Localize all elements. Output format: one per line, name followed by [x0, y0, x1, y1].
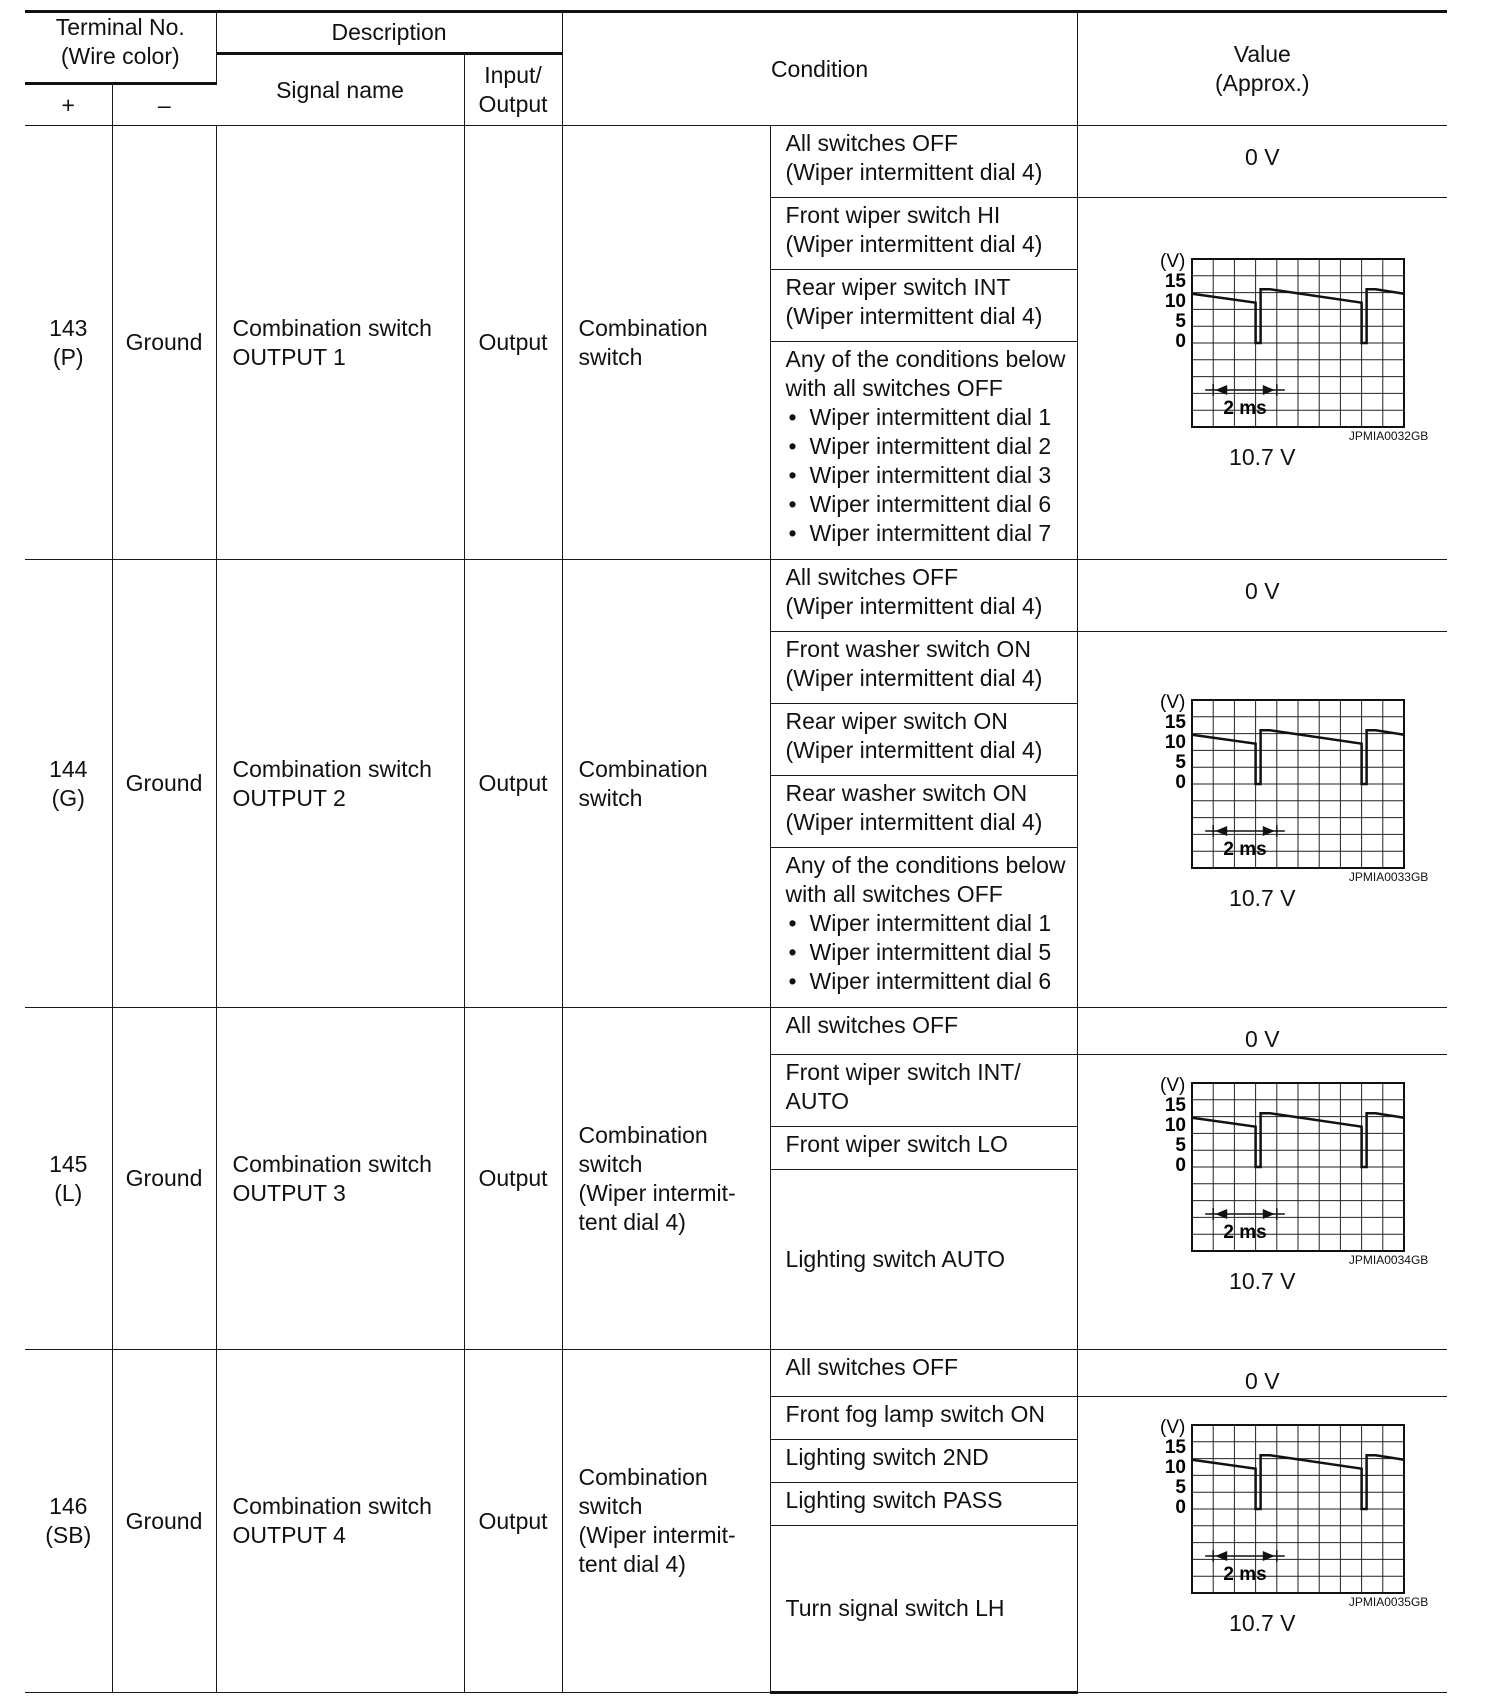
minus-terminal: Ground	[112, 1008, 216, 1350]
signal-name-line: Combination switch	[232, 755, 432, 782]
signal-name-line: Combination switch	[232, 1150, 432, 1177]
minus-terminal: Ground	[112, 560, 216, 1008]
header-value-text: Value	[1233, 41, 1291, 67]
waveform-y-tick: 0	[1175, 1497, 1187, 1518]
waveform-value-cell	[1077, 1055, 1447, 1350]
condition-cell	[770, 1127, 1077, 1170]
waveform-figure	[1092, 1055, 1432, 1296]
terminal-number: 144	[49, 755, 88, 782]
figure-code: JPMIA0034GB	[1348, 1252, 1429, 1267]
waveform-y-tick: 5	[1175, 1134, 1187, 1156]
condition-group-line: tent dial 4)	[578, 1551, 686, 1577]
condition-bullet-item: • Wiper intermittent dial 6	[786, 967, 1069, 996]
signal-name-cell	[216, 1008, 464, 1350]
header-value	[1077, 12, 1447, 126]
figure-code: JPMIA0035GB	[1348, 1595, 1429, 1609]
signal-name-cell	[216, 560, 464, 1008]
waveform-y-tick: 5	[1175, 1477, 1187, 1498]
waveform-y-tick: 15	[1165, 1094, 1187, 1116]
input-output-cell: Output	[464, 560, 562, 1008]
condition-cell	[770, 1055, 1077, 1127]
header-plus: +	[25, 84, 112, 126]
waveform-figure	[1092, 1397, 1432, 1638]
condition-line: with all switches OFF	[785, 375, 1003, 401]
condition-cell	[770, 126, 1077, 198]
oscilloscope-waveform	[1112, 690, 1412, 870]
condition-bullet-item: • Wiper intermittent dial 5	[786, 938, 1069, 967]
condition-line: (Wiper intermittent dial 4)	[785, 159, 1043, 185]
signal-name-line: OUTPUT 4	[232, 1522, 346, 1548]
waveform-y-tick: 5	[1175, 752, 1187, 773]
waveform-y-tick: 0	[1175, 331, 1187, 352]
condition-bullet-item: • Wiper intermittent dial 6	[786, 490, 1069, 519]
value-zero-cell: 0 V	[1077, 1350, 1447, 1397]
terminal-table	[25, 10, 1447, 1694]
waveform-y-tick: 5	[1175, 311, 1187, 332]
condition-line: All switches OFF	[785, 1354, 959, 1380]
condition-line: Any of the conditions below	[785, 852, 1066, 878]
header-input-text: Input/	[484, 62, 542, 88]
signal-name-line: Combination switch	[232, 1493, 432, 1519]
waveform-y-tick: 15	[1165, 1437, 1187, 1458]
condition-bullet-list	[786, 403, 1069, 548]
condition-line: Lighting switch AUTO	[785, 1245, 1005, 1272]
table-row	[25, 1008, 1447, 1055]
wire-color: (G)	[51, 784, 85, 811]
condition-cell	[770, 1350, 1077, 1397]
minus-terminal: Ground	[112, 1350, 216, 1693]
waveform-value: 10.7 V	[1229, 1610, 1296, 1636]
condition-group-line: (Wiper intermit-	[578, 1522, 736, 1548]
condition-cell	[770, 342, 1077, 560]
input-output-cell: Output	[464, 126, 562, 560]
table-row	[25, 1350, 1447, 1397]
value-zero-cell: 0 V	[1077, 1008, 1447, 1055]
condition-line: All switches OFF	[785, 1012, 959, 1038]
condition-group-line: switch	[578, 1493, 643, 1519]
terminal-number: 145	[49, 1150, 88, 1177]
condition-group-line: switch	[578, 784, 643, 811]
signal-name-line: OUTPUT 1	[232, 343, 346, 370]
condition-group-line: (Wiper intermit-	[578, 1179, 736, 1206]
condition-cell	[770, 704, 1077, 776]
header-description: Description	[216, 12, 562, 54]
condition-cell	[770, 560, 1077, 632]
wire-color: (L)	[54, 1179, 83, 1206]
signal-name-cell	[216, 1350, 464, 1693]
waveform-y-tick: 10	[1165, 291, 1187, 312]
condition-cell	[770, 1526, 1077, 1693]
waveform-y-tick: 10	[1165, 1457, 1187, 1478]
condition-line: Any of the conditions below	[785, 346, 1066, 372]
oscilloscope-waveform	[1112, 249, 1412, 429]
time-scale-label: 2 ms	[1223, 398, 1267, 420]
oscilloscope-waveform	[1112, 1415, 1412, 1595]
signal-name-line: OUTPUT 2	[232, 784, 346, 811]
condition-line: AUTO	[785, 1088, 850, 1114]
condition-line: (Wiper intermittent dial 4)	[785, 809, 1043, 835]
condition-group-line: Combination	[578, 1464, 708, 1490]
condition-cell	[770, 848, 1077, 1008]
condition-cell	[770, 1008, 1077, 1055]
condition-group-line: tent dial 4)	[578, 1208, 686, 1235]
condition-bullet-item: • Wiper intermittent dial 1	[786, 909, 1069, 938]
condition-line: (Wiper intermittent dial 4)	[785, 665, 1043, 691]
condition-line: Front fog lamp switch ON	[785, 1401, 1045, 1427]
condition-group-cell	[562, 1350, 770, 1693]
figure-code: JPMIA0032GB	[1348, 429, 1429, 443]
condition-cell	[770, 1483, 1077, 1526]
condition-bullet-item: • Wiper intermittent dial 3	[786, 461, 1069, 490]
header-wire-color-text: (Wire color)	[60, 43, 180, 69]
waveform-value-cell	[1077, 632, 1447, 1008]
condition-line: Rear wiper switch ON	[785, 708, 1008, 734]
condition-cell	[770, 270, 1077, 342]
figure-code: JPMIA0033GB	[1348, 870, 1429, 884]
condition-line: Rear wiper switch INT	[785, 274, 1011, 300]
header-input-output	[464, 54, 562, 126]
time-scale-label: 2 ms	[1223, 839, 1267, 861]
table-row	[25, 126, 1447, 198]
waveform-y-tick: 0	[1175, 772, 1187, 793]
waveform-figure	[1092, 632, 1432, 913]
header-minus: –	[112, 84, 216, 126]
condition-line: Front wiper switch HI	[785, 202, 1001, 228]
terminal-cell	[25, 1350, 112, 1693]
wire-color: (SB)	[45, 1522, 92, 1548]
condition-group-line: Combination	[578, 755, 708, 782]
value-zero-cell: 0 V	[1077, 560, 1447, 632]
waveform-unit-label: (V)	[1160, 1074, 1186, 1096]
header-terminal-no	[25, 12, 216, 84]
waveform-unit-label: (V)	[1160, 1417, 1186, 1438]
waveform-value: 10.7 V	[1229, 885, 1296, 911]
condition-bullet-item: • Wiper intermittent dial 2	[786, 432, 1069, 461]
condition-group-cell	[562, 560, 770, 1008]
condition-line: All switches OFF	[785, 130, 959, 156]
terminal-cell	[25, 560, 112, 1008]
condition-group-line: switch	[578, 343, 643, 370]
terminal-number: 146	[49, 1493, 88, 1519]
waveform-value: 10.7 V	[1229, 444, 1296, 470]
waveform-y-tick: 0	[1175, 1154, 1187, 1176]
oscilloscope-waveform	[1112, 1073, 1412, 1253]
condition-cell	[770, 1440, 1077, 1483]
header-approx-text: (Approx.)	[1214, 70, 1310, 96]
input-output-cell: Output	[464, 1350, 562, 1693]
condition-cell	[770, 1170, 1077, 1350]
condition-group-line: Combination	[578, 1121, 708, 1148]
value-zero-cell: 0 V	[1077, 126, 1447, 198]
waveform-y-tick: 10	[1165, 732, 1187, 753]
condition-cell	[770, 776, 1077, 848]
condition-cell	[770, 1397, 1077, 1440]
header-terminal-no-text: Terminal No.	[55, 14, 185, 40]
input-output-cell: Output	[464, 1008, 562, 1350]
waveform-y-tick: 15	[1165, 712, 1187, 733]
condition-line: Rear washer switch ON	[785, 780, 1028, 806]
condition-line: Lighting switch 2ND	[785, 1444, 989, 1470]
waveform-unit-label: (V)	[1160, 692, 1186, 713]
terminal-number: 143	[49, 314, 88, 341]
condition-line: (Wiper intermittent dial 4)	[785, 593, 1043, 619]
condition-line: Front wiper switch INT/	[785, 1059, 1021, 1085]
header-output-text: Output	[478, 91, 548, 117]
condition-line: Front washer switch ON	[785, 636, 1031, 662]
waveform-unit-label: (V)	[1160, 251, 1186, 272]
condition-line: (Wiper intermittent dial 4)	[785, 303, 1043, 329]
terminal-cell	[25, 126, 112, 560]
wire-color: (P)	[52, 343, 84, 370]
terminal-cell	[25, 1008, 112, 1350]
condition-line: (Wiper intermittent dial 4)	[785, 231, 1043, 257]
signal-name-cell	[216, 126, 464, 560]
header-signal-name: Signal name	[216, 54, 464, 126]
condition-line: (Wiper intermittent dial 4)	[785, 737, 1043, 763]
header-condition: Condition	[562, 12, 1077, 126]
time-scale-label: 2 ms	[1223, 1221, 1267, 1243]
waveform-value: 10.7 V	[1229, 1267, 1296, 1294]
condition-group-line: switch	[578, 1150, 643, 1177]
waveform-value-cell	[1077, 198, 1447, 560]
table-row	[25, 560, 1447, 632]
condition-group-line: Combination	[578, 314, 708, 341]
waveform-figure	[1092, 198, 1432, 472]
waveform-y-tick: 10	[1165, 1114, 1187, 1136]
signal-name-line: Combination switch	[232, 314, 432, 341]
waveform-value-cell	[1077, 1397, 1447, 1693]
time-scale-label: 2 ms	[1223, 1564, 1267, 1586]
condition-line: All switches OFF	[785, 564, 959, 590]
condition-cell	[770, 632, 1077, 704]
condition-group-cell	[562, 1008, 770, 1350]
condition-bullet-item: • Wiper intermittent dial 7	[786, 519, 1069, 548]
table-body	[25, 126, 1447, 1693]
condition-cell	[770, 198, 1077, 270]
minus-terminal: Ground	[112, 126, 216, 560]
condition-line: with all switches OFF	[785, 881, 1003, 907]
condition-line: Turn signal switch LH	[785, 1594, 1005, 1621]
condition-bullet-item: • Wiper intermittent dial 1	[786, 403, 1069, 432]
waveform-y-tick: 15	[1165, 271, 1187, 292]
condition-line: Front wiper switch LO	[785, 1131, 1008, 1157]
condition-group-cell	[562, 126, 770, 560]
condition-bullet-list	[786, 909, 1069, 996]
condition-line: Lighting switch PASS	[785, 1487, 1003, 1513]
signal-name-line: OUTPUT 3	[232, 1179, 346, 1206]
